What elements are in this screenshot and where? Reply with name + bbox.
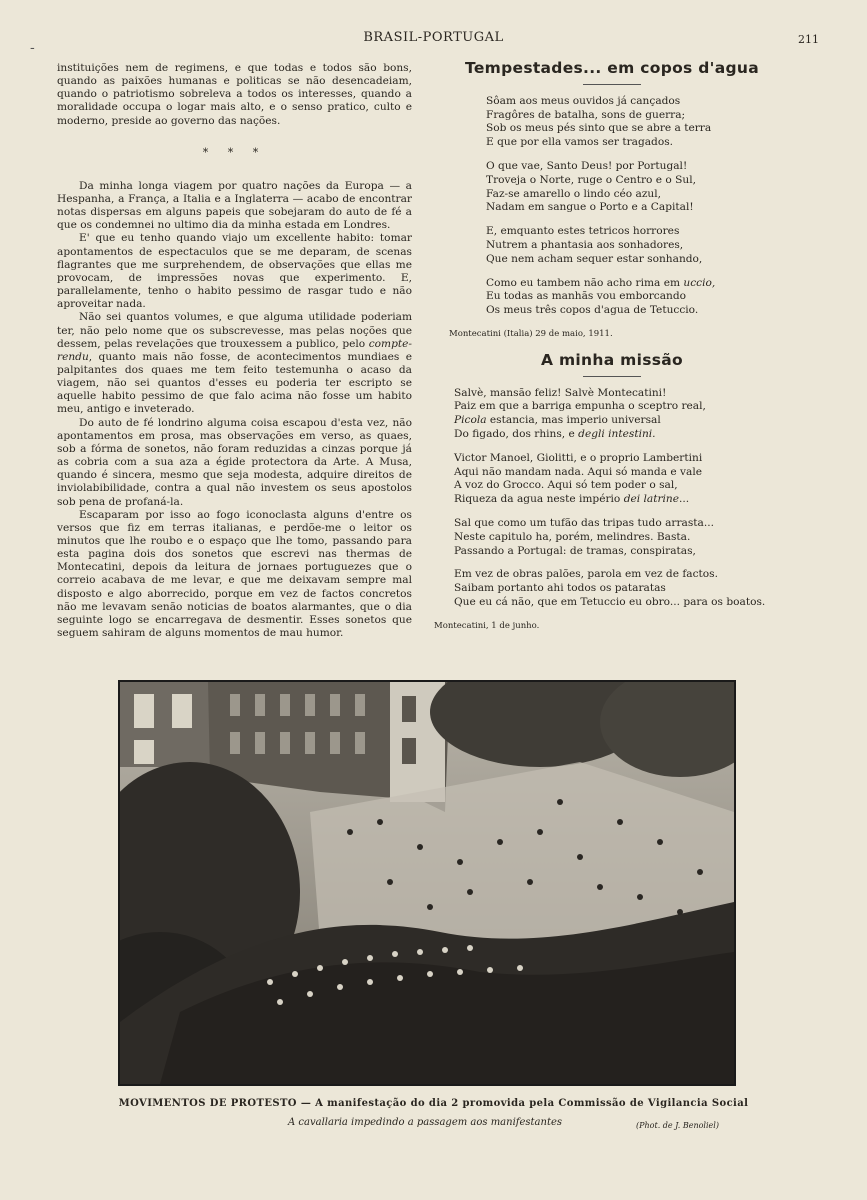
verse-line: Paiz em que a barriga empunha o sceptro real,: [454, 400, 706, 413]
verse-line: Eu todas as manhãs vou emborcando: [486, 290, 687, 303]
verse-line: Sob os meus pés sinto que se abre a terra: [486, 122, 712, 135]
running-header: BRASIL-PORTUGAL: [363, 30, 504, 45]
margin-mark: -: [30, 40, 35, 56]
paragraph: Do auto de fé londrino alguma coisa escapou d'esta vez, não apontamentos em prosa, mas observações em verso, as quaes, sob a fórma de sonetos, não foram reduzidas a cinzas porque já as cobria com a sua aza a égide protectora da Arte. A Musa, quando é sincera, mesmo que seja modesta, adquire direitos de inviolabibilidade, contra a qual não investem os seus apostolos sob pena de profaná-la.: [57, 416, 412, 508]
text-run: Riqueza da agua neste império: [454, 493, 624, 506]
verse-line: Em vez de obras palões, parola em vez de factos.: [454, 568, 718, 581]
verse-line: [454, 414, 772, 428]
verse-line: Que eu cá não, que em Tetuccio eu obro... para os boatos.: [454, 595, 766, 608]
italic-term: compte-rendu: [57, 337, 412, 363]
verse-line: O que vae, Santo Deus! por Portugal!: [486, 159, 688, 172]
italic-term: Picola: [454, 414, 487, 427]
italic-term: uccio,: [683, 276, 716, 289]
stanza: [486, 95, 772, 150]
dateline: Montecatini, 1 de junho.: [434, 620, 540, 631]
photo-credit: (Phot. de J. Benoliel): [636, 1121, 719, 1130]
verse-line: Que nem acham sequer estar sonhando,: [486, 252, 703, 265]
paragraph: E' que eu tenho quando viajo um excellente habito: tomar apontamentos de espectaculos que se me deparam, de scenas flagrantes que me surprehendem, de observações que ellas me provocam, de impressões novas que experimento. E, parallelamente, tenho o habito pessimo de rasgar tudo e não aproveitar nada.: [57, 232, 412, 311]
section-divider: * * *: [202, 145, 267, 159]
verse-line: Nadam em sangue o Porto e a Capital!: [486, 201, 694, 214]
text-run: Não sei quantos volumes, e que alguma utilidade poderiam ter, não pelo nome que os subscrevesse, mas pelas noções que dessem, pelas revelações que trouxessem a publico, pelo: [57, 311, 412, 350]
italic-term: dei latrine: [623, 493, 679, 506]
poem-title: Tempestades... em copos d'agua: [465, 59, 759, 77]
paragraph: Escaparam por isso ao fogo iconoclasta alguns d'entre os versos que fiz em terras italianas, e perdõe-me o leitor os minutos que lhe roubo e o espaço que lhe tomo, passando para esta pagina dois dos sonetos que escrevi nas thermas de Montecatini, depois da leitura de jornaes portuguezes que o correio acabava de me levar, e que me deixavam sempre mal disposto e algo aborrecido, porque em vez de factos concretos não me levavam senão noticias de boatos alarmantes, que o dia seguinte logo se encarregava de desmentir. Esses sonetos que seguem sahiram de alguns momentos de mau humor.: [57, 508, 412, 640]
stanza: [454, 568, 772, 609]
caption-dash: —: [296, 1098, 316, 1109]
verse-line: Victor Manoel, Giolitti, e o proprio Lambertini: [454, 451, 703, 464]
poems-column: [434, 59, 772, 634]
verse-line: Aqui não mandam nada. Aqui só manda e vale: [454, 465, 702, 478]
verse-line: Sal que como um tufão das tripas tudo arrasta...: [454, 516, 714, 529]
dateline: Montecatini (Italia) 29 de maio, 1911.: [449, 328, 613, 339]
stanza: [454, 517, 772, 558]
verse-line: E, emquanto estes tetricos horrores: [486, 225, 680, 238]
verse-line: [454, 428, 772, 442]
verse-line: Salvè, mansão feliz! Salvè Montecatini!: [454, 386, 667, 399]
paragraph: [57, 311, 412, 416]
street-photograph: [118, 680, 736, 1086]
verse-line: E que por ella vamos ser tragados.: [486, 136, 674, 149]
photo-illustration: [120, 682, 734, 1084]
text-run: ...: [679, 493, 690, 506]
verse-line: A voz do Grocco. Aqui só tem poder o sal,: [454, 479, 678, 492]
photo-subcaption: A cavallaria impedindo a passagem aos manifestantes: [288, 1117, 563, 1128]
poem-title: A minha missão: [540, 350, 683, 369]
title-rule: [583, 84, 641, 85]
stanza: [486, 160, 772, 215]
stanza: [486, 277, 772, 318]
text-run: estancia, mas imperio universal: [486, 414, 661, 427]
verse-line: [486, 277, 772, 291]
caption-text: A manifestação do dia 2 promovida pela Commissão de Vigilancia Social: [315, 1098, 749, 1109]
stanza: [486, 225, 772, 266]
caption-title: MOVIMENTOS DE PROTESTO: [118, 1098, 297, 1109]
text-run: Como eu tambem não acho rima em: [486, 276, 684, 289]
title-rule: [583, 376, 641, 377]
verse-line: Nutrem a phantasia aos sonhadores,: [486, 238, 684, 251]
verse-line: Sôam aos meus ouvidos já cançados: [486, 94, 681, 107]
paragraph: instituições nem de regimens, e que todas e todos são bons, quando as paixões humanas e politicas se não desencadeiam, quando o patriotismo sobreleva a todos os interesses, quando a moralidade occupa o logar mais alto, e o senso pratico, culto e moderno, preside ao governo das nações.: [57, 62, 412, 127]
italic-term: degli intestini.: [578, 427, 656, 440]
building-left: [120, 682, 210, 767]
verse-line: Faz-se amarello o lindo céo azul,: [486, 187, 662, 200]
text-run: , quanto mais não fosse, de acontecimentos mundiaes e palpitantes dos quaes me tem feito testemunha o acaso da viagem, não sei quantos d'esses eu poderia ter escripto se aquelle habito pessimo de que falo acima não fosse um habito meu, antigo e inveterado.: [57, 350, 412, 416]
page-number: 211: [798, 33, 819, 46]
verse-line: Fragôres de batalha, sons de guerra;: [486, 108, 686, 121]
paragraph: Da minha longa viagem por quatro nações da Europa — a Hespanha, a França, a Italia e a Inglaterra — acabo de encontrar notas dispersas em alguns papeis que sobejaram do auto de fé a que os condemnei no ultimo dia da minha estada em Londres.: [57, 179, 412, 232]
stanza: [454, 387, 772, 442]
verse-line: [454, 493, 772, 507]
stanza: [454, 452, 772, 507]
text-run: Do figado, dos rhins, e: [454, 427, 579, 440]
verse-line: Saibam portanto ahi todos os pataratas: [454, 582, 666, 595]
article-column: [57, 62, 412, 640]
verse-line: Passando a Portugal: de tramas, conspiratas,: [454, 544, 696, 557]
photo-caption: [0, 1098, 867, 1109]
verse-line: Troveja o Norte, ruge o Centro e o Sul,: [486, 173, 696, 186]
verse-line: Neste capitulo ha, porém, melindres. Basta.: [454, 530, 691, 543]
verse-line: Os meus três copos d'agua de Tetuccio.: [486, 304, 699, 317]
